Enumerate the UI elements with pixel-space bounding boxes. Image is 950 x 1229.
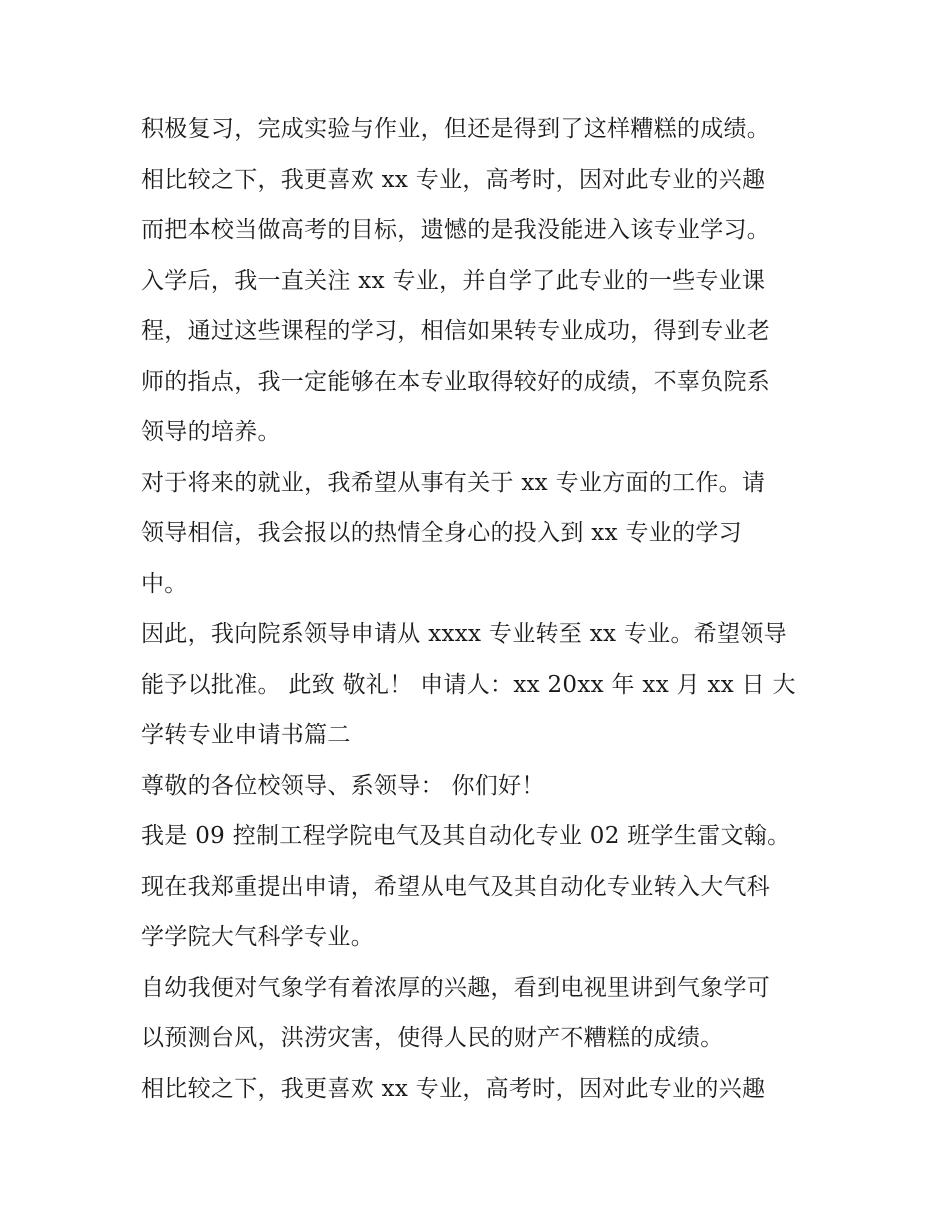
text-line: 相比较之下，我更喜欢 xx 专业，高考时，因对此专业的兴趣 (141, 1075, 766, 1102)
text-line: 对于将来的就业，我希望从事有关于 xx 专业方面的工作。请 (141, 469, 766, 496)
text-line: 学学院大气科学专业。 (141, 924, 374, 950)
text-line: 中。 (141, 570, 188, 597)
text-line: 因此，我向院系领导申请从 xxxx 专业转至 xx 专业。希望领导 (141, 621, 787, 647)
text-line: 而把本校当做高考的目标，遗憾的是我没能进入该专业学习。 (141, 217, 771, 243)
body-text (141, 104, 831, 1114)
text-line: 能予以批准。 此致 敬礼！ 申请人：xx 20xx 年 xx 月 xx 日 大 (141, 671, 796, 698)
text-line: 领导相信，我会报以的热情全身心的投入到 xx 专业的学习 (141, 520, 742, 546)
text-line: 我是 09 控制工程学院电气及其自动化专业 02 班学生雷文翰。 (141, 823, 791, 849)
text-line: 积极复习，完成实验与作业，但还是得到了这样糟糕的成绩。 (141, 116, 771, 142)
text-line: 以预测台风，洪涝灾害，使得人民的财产不糟糕的成绩。 (141, 1025, 724, 1051)
text-line: 程，通过这些课程的学习，相信如果转专业成功，得到专业老 (141, 318, 771, 344)
text-line: 入学后，我一直关注 xx 专业，并自学了此专业的一些专业课 (141, 267, 766, 294)
text-line: 现在我郑重提出申请，希望从电气及其自动化专业转入大气科 (141, 873, 771, 900)
text-line: 师的指点，我一定能够在本专业取得较好的成绩，不辜负院系 (141, 368, 771, 395)
section-title: 学转专业申请书篇二 (141, 722, 351, 748)
salutation: 尊敬的各位校领导、系领导： 你们好！ (141, 772, 545, 799)
text-line: 自幼我便对气象学有着浓厚的兴趣，看到电视里讲到气象学可 (141, 974, 771, 1001)
text-line: 相比较之下，我更喜欢 xx 专业，高考时，因对此专业的兴趣 (141, 166, 766, 193)
text-line: 领导的培养。 (141, 419, 281, 445)
